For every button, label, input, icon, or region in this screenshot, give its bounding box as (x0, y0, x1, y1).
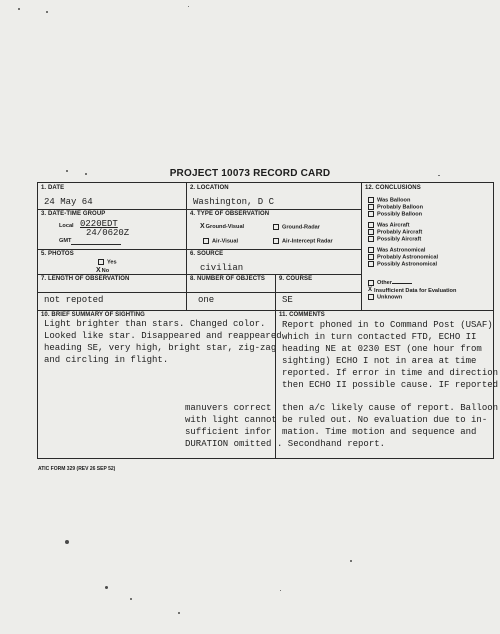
summary-line: and circling in flight. (44, 355, 169, 365)
scan-speck (65, 540, 69, 544)
comments-label: 11. COMMENTS (279, 312, 325, 318)
conclusion-group-astronomical (368, 247, 438, 268)
conclusion-group-aircraft (368, 222, 422, 243)
location-value: Washington, D C (193, 197, 275, 207)
conclusion-item (368, 278, 456, 287)
source-value: civilian (200, 263, 244, 273)
summary-overflow-line: manuvers correct (185, 403, 272, 413)
comments-line: then a/c likely cause of report. Balloon (282, 403, 499, 413)
conclusion-text: Other (377, 280, 392, 286)
course-label: 9. COURSE (279, 276, 313, 282)
grid-line (38, 249, 361, 250)
conclusion-text: Was Balloon (377, 197, 411, 204)
grid-line (186, 183, 187, 310)
grid-line (38, 310, 494, 311)
conclusion-item (368, 294, 456, 301)
conclusion-checkbox (368, 280, 374, 286)
comments-line: . Secondhand report. (277, 439, 386, 449)
conclusion-checkbox (368, 222, 374, 228)
summary-line: heading SE, very high, bright star, zig-zag (44, 343, 277, 353)
scan-speck (130, 598, 132, 600)
summary-label: 10. BRIEF SUMMARY OF SIGHTING (41, 312, 145, 318)
other-blank-line (392, 278, 412, 284)
grid-line (38, 292, 361, 293)
comments-line: reported. If error in time and direction (282, 368, 499, 378)
conclusion-checkbox (368, 211, 374, 217)
air-visual-text: Air-Visual (212, 238, 239, 245)
air-intercept-checkbox (273, 238, 279, 244)
photos-no-check-mark: X (96, 267, 101, 274)
summary-overflow-line: sufficient infor (185, 427, 272, 437)
form-title: PROJECT 10073 RECORD CARD (169, 168, 331, 179)
comments-line: then ECHO II possible cause. IF reported (282, 380, 499, 390)
conclusions-label: 12. CONCLUSIONS (365, 185, 421, 191)
conclusion-item (368, 222, 422, 229)
ground-radar-checkbox (273, 224, 279, 230)
objects-value: one (198, 295, 215, 305)
conclusion-group-other (368, 278, 456, 301)
conclusion-checkbox (368, 254, 374, 260)
scan-speck (46, 11, 48, 13)
air-visual-option (203, 238, 238, 244)
date-value: 24 May 64 (44, 197, 93, 207)
conclusion-checkbox (368, 247, 374, 253)
photos-no-text: No (101, 267, 110, 274)
conclusion-checkbox (368, 261, 374, 267)
course-value: SE (282, 295, 293, 305)
photos-yes-checkbox (98, 259, 104, 265)
dtg-local-label: Local (59, 223, 74, 229)
conclusion-item (368, 229, 422, 236)
length-value: not repoted (44, 295, 104, 305)
objects-label: 8. NUMBER OF OBJECTS (190, 276, 266, 282)
conclusion-text: Probably Balloon (377, 204, 423, 211)
comments-line: be ruled out. No evaluation due to in- (282, 415, 488, 425)
air-intercept-text: Air-Intercept Radar (282, 238, 333, 245)
air-visual-checkbox (203, 238, 209, 244)
ground-radar-option (273, 224, 320, 230)
conclusion-checkbox (368, 197, 374, 203)
dtg-label: 3. DATE-TIME GROUP (41, 211, 106, 217)
conclusion-text: Possibly Astronomical (377, 261, 438, 268)
location-label: 2. LOCATION (190, 185, 229, 191)
source-label: 6. SOURCE (190, 251, 224, 257)
conclusion-text: Probably Astronomical (377, 254, 439, 261)
conclusion-item (368, 204, 423, 211)
ground-visual-check-mark: X (200, 223, 205, 230)
scan-speck (188, 6, 189, 7)
conclusion-item (368, 236, 422, 243)
conclusion-checkbox (368, 236, 374, 242)
record-card (37, 182, 499, 459)
ground-visual-option (200, 223, 244, 230)
scan-speck (350, 560, 352, 562)
conclusion-text: Possibly Aircraft (377, 236, 422, 243)
conclusion-text: Was Aircraft (377, 222, 410, 229)
comments-line: Report phoned in to Command Post (USAF) (282, 320, 493, 330)
scan-speck (178, 612, 180, 614)
photos-yes-option (98, 259, 117, 265)
summary-overflow-line: DURATION omitted (185, 439, 272, 449)
summary-overflow-line: with light cannot (185, 415, 277, 425)
conclusion-text: Was Astronomical (377, 247, 426, 254)
photos-yes-text: Yes (107, 259, 117, 266)
scan-speck (280, 590, 281, 591)
conclusion-group-balloon (368, 197, 423, 218)
conclusion-item (368, 254, 438, 261)
length-label: 7. LENGTH OF OBSERVATION (41, 276, 130, 282)
grid-line (361, 183, 362, 310)
air-intercept-option (273, 238, 333, 244)
conclusion-text: Unknown (377, 294, 403, 301)
conclusion-checkbox (368, 229, 374, 235)
dtg-gmt-label: GMT (59, 238, 72, 244)
insufficient-data-check-mark: X (368, 286, 373, 293)
conclusion-text: Probably Aircraft (377, 229, 423, 236)
gmt-underline (71, 244, 121, 245)
dtg-gmt-value: 24/0620Z (86, 228, 130, 238)
conclusion-item (368, 197, 423, 204)
conclusion-item (368, 287, 456, 294)
summary-line: Looked like star. Disappeared and reappeared (44, 331, 282, 341)
conclusion-checkbox (368, 204, 374, 210)
conclusion-checkbox (368, 294, 374, 300)
ground-visual-text: Ground-Visual (205, 223, 245, 230)
ground-radar-text: Ground-Radar (282, 224, 320, 231)
conclusion-text: Possibly Balloon (377, 211, 423, 218)
summary-line: Light brighter than stars. Changed color. (44, 319, 266, 329)
form-number: ATIC FORM 329 (REV 26 SEP 52) (38, 466, 116, 472)
conclusion-item (368, 261, 438, 268)
dtg-local-value: 0220EDT (80, 219, 118, 229)
comments-line: mation. Time motion and sequence and (282, 427, 477, 437)
grid-line (38, 209, 361, 210)
scan-speck (105, 586, 108, 589)
conclusion-item (368, 247, 438, 254)
comments-line: which in turn contacted FTD, ECHO II (282, 332, 477, 342)
photos-no-option (96, 267, 109, 274)
conclusion-item (368, 211, 423, 218)
date-label: 1. DATE (41, 185, 65, 191)
observation-type-label: 4. TYPE OF OBSERVATION (190, 211, 270, 217)
grid-line (38, 274, 361, 275)
photos-label: 5. PHOTOS (41, 251, 74, 257)
comments-line: heading NE at 0230 EST (one hour from (282, 344, 482, 354)
scan-speck (18, 8, 20, 10)
conclusion-text: Insufficient Data for Evaluation (374, 287, 457, 294)
comments-line: sighting) ECHO I not in area at time (282, 356, 477, 366)
